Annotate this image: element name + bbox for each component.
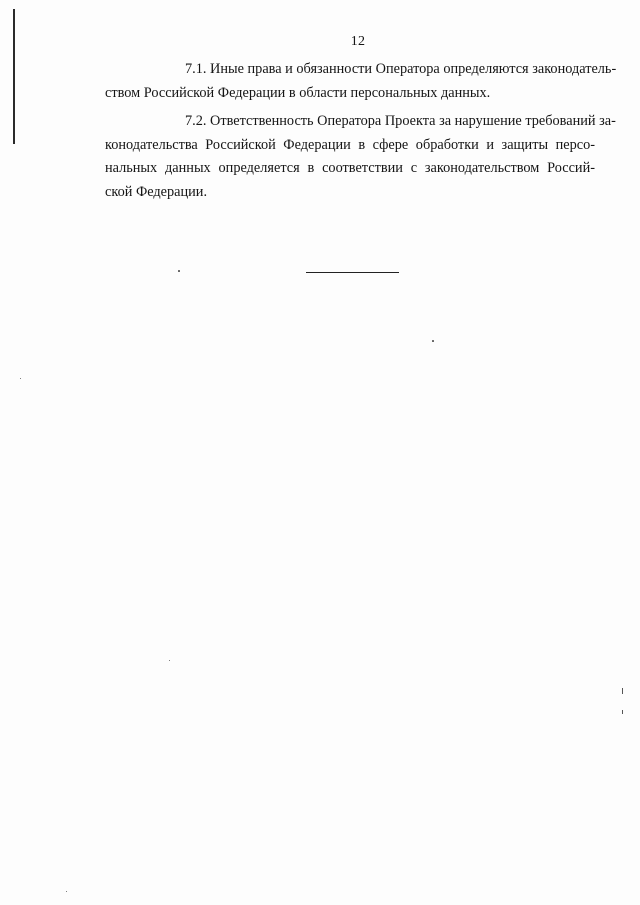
text-line: конодательства Российской Федерации в сфере обработки и защиты персо- bbox=[105, 136, 595, 153]
page-number: 12 bbox=[350, 34, 366, 49]
document-body bbox=[105, 58, 617, 209]
text-line: 7.1. Иные права и обязанности Оператора определяются законодатель- bbox=[185, 61, 617, 77]
text-line: 7.2. Ответственность Оператора Проекта за нарушение требований за- bbox=[185, 113, 616, 129]
scan-speck bbox=[169, 660, 170, 661]
paragraph-7-1 bbox=[105, 58, 617, 105]
paragraph-7-2 bbox=[105, 110, 616, 204]
scan-speck bbox=[20, 378, 21, 379]
text-line: ской Федерации. bbox=[105, 183, 208, 200]
scan-speck bbox=[622, 710, 623, 714]
text-line: ством Российской Федерации в области персональных данных. bbox=[105, 84, 491, 101]
text-line: нальных данных определяется в соответствии с законодательством Россий- bbox=[105, 160, 595, 176]
scan-speck bbox=[178, 270, 180, 272]
scan-speck bbox=[622, 688, 623, 694]
scan-edge-artifact bbox=[13, 9, 15, 144]
scan-speck bbox=[432, 340, 434, 342]
end-separator-line bbox=[306, 272, 399, 273]
scan-speck bbox=[66, 891, 67, 892]
